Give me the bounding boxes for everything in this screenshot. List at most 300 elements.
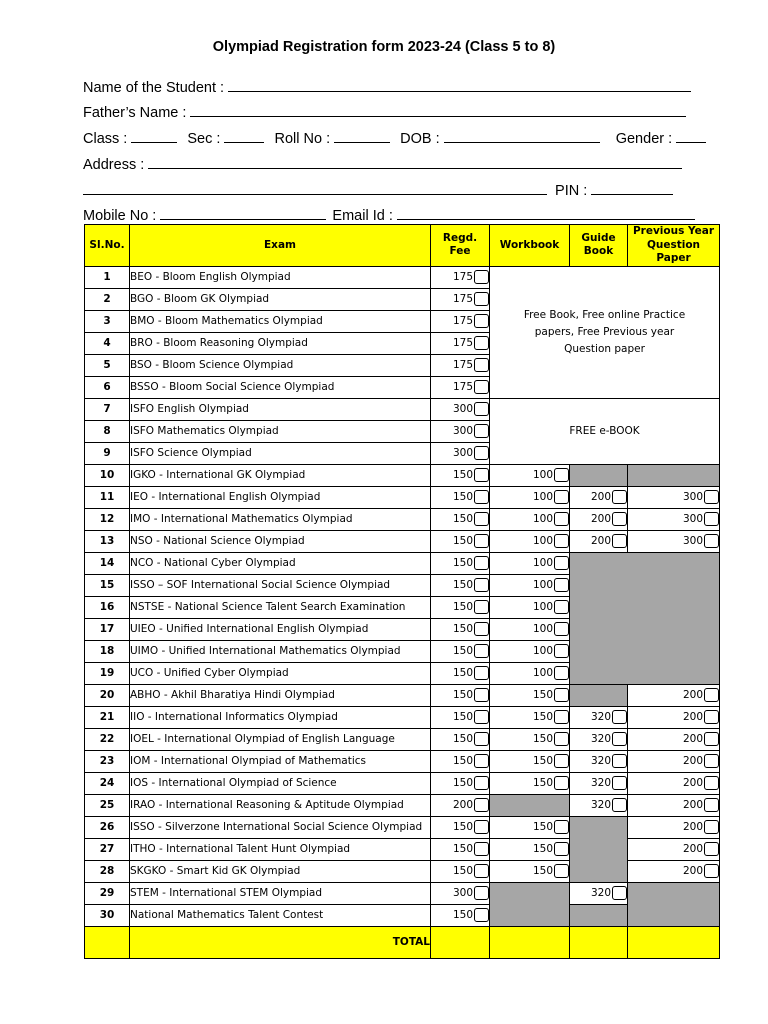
workbook-cell-value: 100: [532, 645, 553, 658]
guide-book-cell-value: 320: [590, 887, 611, 900]
gender-label: Gender :: [615, 131, 673, 147]
regd-fee-cell: [431, 552, 490, 574]
workbook-cell-value: 100: [532, 491, 553, 504]
guide-na-cell: [570, 684, 628, 706]
sl-no-cell: 17: [85, 618, 130, 640]
sl-no-cell: 14: [85, 552, 130, 574]
checkbox[interactable]: [612, 534, 627, 548]
workbook-cell-value: 100: [532, 667, 553, 680]
regd-fee-cell-value: 175: [452, 271, 473, 284]
checkbox[interactable]: [474, 446, 489, 460]
checkbox[interactable]: [474, 512, 489, 526]
checkbox[interactable]: [474, 908, 489, 922]
workbook-cell-value: 100: [532, 469, 553, 482]
pyq-cell-value: 200: [682, 711, 703, 724]
table-row: [85, 882, 720, 904]
regd-fee-cell-value: 150: [452, 909, 473, 922]
sl-no-cell: 27: [85, 838, 130, 860]
exam-name-cell: BGO - Bloom GK Olympiad: [130, 288, 431, 310]
table-row: [85, 750, 720, 772]
workbook-cell: [490, 552, 570, 574]
regd-fee-cell-value: 175: [452, 337, 473, 350]
workbook-cell: [490, 574, 570, 596]
checkbox[interactable]: [474, 666, 489, 680]
exam-name-cell: NSTSE - National Science Talent Search Examination: [130, 596, 431, 618]
checkbox[interactable]: [474, 424, 489, 438]
address-line-2[interactable]: [83, 182, 547, 195]
exam-name-cell: ISFO Science Olympiad: [130, 442, 431, 464]
exam-name-cell: IRAO - International Reasoning & Aptitude Olympiad: [130, 794, 431, 816]
checkbox[interactable]: [704, 776, 719, 790]
regd-fee-cell: [431, 772, 490, 794]
checkbox[interactable]: [474, 754, 489, 768]
regd-fee-cell-value: 150: [452, 469, 473, 482]
pyq-cell: [628, 728, 720, 750]
pyq-cell-value: 300: [682, 491, 703, 504]
table-row: [85, 772, 720, 794]
regd-fee-cell-value: 150: [452, 689, 473, 702]
address-pin-row: [83, 182, 673, 199]
workbook-cell: [490, 662, 570, 684]
regd-fee-cell: [431, 486, 490, 508]
sl-no-cell: 7: [85, 398, 130, 420]
gender-line[interactable]: [676, 130, 706, 143]
address-line-1[interactable]: [148, 156, 682, 169]
checkbox[interactable]: [474, 842, 489, 856]
checkbox[interactable]: [612, 754, 627, 768]
regd-fee-cell: [431, 706, 490, 728]
checkbox[interactable]: [474, 820, 489, 834]
pyq-cell-value: 200: [682, 689, 703, 702]
workbook-cell: [490, 618, 570, 640]
regd-fee-cell-value: 150: [452, 755, 473, 768]
guide-book-cell: [570, 772, 628, 794]
checkbox[interactable]: [474, 556, 489, 570]
father-name-field[interactable]: [83, 104, 686, 121]
checkbox[interactable]: [474, 314, 489, 328]
workbook-cell: [490, 706, 570, 728]
regd-fee-cell: [431, 530, 490, 552]
workbook-cell: [490, 464, 570, 486]
checkbox[interactable]: [704, 490, 719, 504]
checkbox[interactable]: [612, 776, 627, 790]
workbook-cell: [490, 486, 570, 508]
checkbox[interactable]: [704, 534, 719, 548]
guide-book-cell: [570, 728, 628, 750]
checkbox[interactable]: [474, 710, 489, 724]
checkbox[interactable]: [554, 688, 569, 702]
form-title: Olympiad Registration form 2023-24 (Class 5 to 8): [212, 39, 556, 55]
exam-name-cell: IIO - International Informatics Olympiad: [130, 706, 431, 728]
table-row: [85, 904, 720, 926]
regd-fee-cell-value: 300: [452, 447, 473, 460]
checkbox[interactable]: [704, 864, 719, 878]
checkbox[interactable]: [554, 776, 569, 790]
regd-fee-cell-value: 150: [452, 513, 473, 526]
regd-fee-cell: [431, 266, 490, 288]
sl-no-cell: 2: [85, 288, 130, 310]
regd-fee-cell: [431, 508, 490, 530]
sl-no-cell: 21: [85, 706, 130, 728]
regd-fee-cell: [431, 574, 490, 596]
workbook-cell-value: 150: [532, 711, 553, 724]
regd-fee-cell-value: 300: [452, 425, 473, 438]
regd-fee-cell-value: 150: [452, 865, 473, 878]
checkbox[interactable]: [474, 886, 489, 900]
checkbox[interactable]: [704, 732, 719, 746]
sl-no-cell: 24: [85, 772, 130, 794]
guide-book-cell-value: 200: [590, 535, 611, 548]
regd-fee-cell-value: 300: [452, 403, 473, 416]
guide-book-cell-value: 320: [590, 799, 611, 812]
total-workbook-cell[interactable]: [490, 926, 570, 958]
workbook-cell-value: 100: [532, 623, 553, 636]
checkbox[interactable]: [554, 710, 569, 724]
table-row: [85, 728, 720, 750]
workbook-cell: [490, 860, 570, 882]
checkbox[interactable]: [474, 358, 489, 372]
table-row: [85, 398, 720, 420]
checkbox[interactable]: [474, 534, 489, 548]
workbook-na-cell: [490, 882, 570, 926]
exam-name-cell: BRO - Bloom Reasoning Olympiad: [130, 332, 431, 354]
checkbox[interactable]: [474, 622, 489, 636]
checkbox[interactable]: [474, 292, 489, 306]
workbook-cell-value: 100: [532, 601, 553, 614]
checkbox[interactable]: [474, 798, 489, 812]
checkbox[interactable]: [554, 512, 569, 526]
checkbox[interactable]: [474, 688, 489, 702]
father-name-line[interactable]: [190, 104, 686, 117]
regd-fee-cell-value: 150: [452, 491, 473, 504]
checkbox[interactable]: [474, 270, 489, 284]
total-fee-cell[interactable]: [431, 926, 490, 958]
checkbox[interactable]: [554, 842, 569, 856]
checkbox[interactable]: [554, 468, 569, 482]
workbook-cell-value: 150: [532, 777, 553, 790]
pyq-cell-value: 200: [682, 755, 703, 768]
regd-fee-cell: [431, 794, 490, 816]
workbook-cell-value: 150: [532, 733, 553, 746]
guide-book-cell-value: 320: [590, 777, 611, 790]
student-name-line[interactable]: [228, 79, 691, 92]
sl-no-cell: 28: [85, 860, 130, 882]
table-row: [85, 508, 720, 530]
workbook-cell: [490, 816, 570, 838]
checkbox[interactable]: [554, 820, 569, 834]
student-name-field[interactable]: [83, 79, 691, 96]
address-label: Address :: [83, 157, 145, 173]
checkbox[interactable]: [474, 776, 489, 790]
header-regd-fee: Regd. Fee: [431, 225, 490, 267]
header-sl-no: Sl.No.: [85, 225, 130, 267]
address-field[interactable]: [83, 156, 682, 173]
sl-no-cell: 13: [85, 530, 130, 552]
regd-fee-cell: [431, 288, 490, 310]
checkbox[interactable]: [474, 864, 489, 878]
exam-name-cell: NCO - National Cyber Olympiad: [130, 552, 431, 574]
registration-table: [84, 224, 720, 959]
checkbox[interactable]: [554, 578, 569, 592]
sl-no-cell: 19: [85, 662, 130, 684]
checkbox[interactable]: [554, 732, 569, 746]
pyq-cell-value: 200: [682, 843, 703, 856]
table-row: [85, 706, 720, 728]
exam-name-cell: SKGKO - Smart Kid GK Olympiad: [130, 860, 431, 882]
table-row: [85, 464, 720, 486]
pyq-cell: [628, 816, 720, 838]
pyq-na-cell: [628, 464, 720, 486]
sl-no-cell: 12: [85, 508, 130, 530]
checkbox[interactable]: [704, 688, 719, 702]
guide-book-cell-value: 320: [590, 733, 611, 746]
checkbox[interactable]: [474, 732, 489, 746]
table-row: [85, 552, 720, 574]
exam-name-cell: ISSO - Silverzone International Social Science Olympiad: [130, 816, 431, 838]
roll-line[interactable]: [334, 130, 390, 143]
checkbox[interactable]: [554, 754, 569, 768]
student-name-label: Name of the Student :: [83, 80, 225, 96]
guide-book-cell: [570, 508, 628, 530]
regd-fee-cell-value: 175: [452, 359, 473, 372]
workbook-cell: [490, 684, 570, 706]
exam-name-cell: IEO - International English Olympiad: [130, 486, 431, 508]
workbook-cell: [490, 728, 570, 750]
sl-no-cell: 8: [85, 420, 130, 442]
guide-book-cell: [570, 794, 628, 816]
checkbox[interactable]: [612, 886, 627, 900]
regd-fee-cell-value: 175: [452, 381, 473, 394]
checkbox[interactable]: [554, 490, 569, 504]
regd-fee-cell: [431, 420, 490, 442]
checkbox[interactable]: [474, 468, 489, 482]
exam-name-cell: UIEO - Unified International English Olympiad: [130, 618, 431, 640]
checkbox[interactable]: [474, 578, 489, 592]
regd-fee-cell-value: 175: [452, 315, 473, 328]
exam-name-cell: UIMO - Unified International Mathematics Olympiad: [130, 640, 431, 662]
checkbox[interactable]: [704, 820, 719, 834]
workbook-cell: [490, 640, 570, 662]
regd-fee-cell-value: 150: [452, 557, 473, 570]
class-label: Class :: [83, 131, 128, 147]
total-sl-cell: [85, 926, 130, 958]
checkbox[interactable]: [612, 512, 627, 526]
regd-fee-cell-value: 150: [452, 601, 473, 614]
contact-row: [83, 207, 695, 224]
workbook-cell: [490, 596, 570, 618]
table-row: [85, 816, 720, 838]
regd-fee-cell: [431, 310, 490, 332]
regd-fee-cell-value: 150: [452, 535, 473, 548]
sl-no-cell: 11: [85, 486, 130, 508]
workbook-cell-value: 150: [532, 865, 553, 878]
checkbox[interactable]: [704, 710, 719, 724]
sl-no-cell: 29: [85, 882, 130, 904]
exam-name-cell: ISFO Mathematics Olympiad: [130, 420, 431, 442]
guide-pyq-na-block: [570, 552, 720, 684]
checkbox[interactable]: [554, 534, 569, 548]
checkbox[interactable]: [704, 842, 719, 856]
workbook-cell-value: 150: [532, 755, 553, 768]
mobile-line[interactable]: [160, 207, 326, 220]
exam-name-cell: BMO - Bloom Mathematics Olympiad: [130, 310, 431, 332]
pyq-cell-value: 200: [682, 865, 703, 878]
pyq-cell-value: 300: [682, 513, 703, 526]
exam-name-cell: ISSO – SOF International Social Science Olympiad: [130, 574, 431, 596]
regd-fee-cell-value: 150: [452, 711, 473, 724]
pyq-cell: [628, 838, 720, 860]
guide-book-cell: [570, 530, 628, 552]
regd-fee-cell-value: 300: [452, 887, 473, 900]
workbook-cell-value: 150: [532, 689, 553, 702]
table-row: [85, 486, 720, 508]
workbook-cell: [490, 772, 570, 794]
table-row: [85, 530, 720, 552]
pyq-cell-value: 300: [682, 535, 703, 548]
checkbox[interactable]: [704, 512, 719, 526]
sl-no-cell: 25: [85, 794, 130, 816]
pin-label: PIN :: [555, 183, 588, 199]
regd-fee-cell-value: 150: [452, 777, 473, 790]
checkbox[interactable]: [554, 556, 569, 570]
checkbox[interactable]: [612, 798, 627, 812]
exam-name-cell: IGKO - International GK Olympiad: [130, 464, 431, 486]
total-label: TOTAL: [130, 926, 431, 958]
regd-fee-cell: [431, 684, 490, 706]
checkbox[interactable]: [554, 622, 569, 636]
regd-fee-cell: [431, 838, 490, 860]
guide-book-cell: [570, 706, 628, 728]
exam-name-cell: ITHO - International Talent Hunt Olympiad: [130, 838, 431, 860]
table-row: [85, 684, 720, 706]
checkbox[interactable]: [474, 380, 489, 394]
checkbox[interactable]: [612, 732, 627, 746]
checkbox[interactable]: [704, 798, 719, 812]
workbook-cell: [490, 508, 570, 530]
regd-fee-cell: [431, 640, 490, 662]
pyq-cell: [628, 706, 720, 728]
exam-name-cell: NSO - National Science Olympiad: [130, 530, 431, 552]
guide-book-cell-value: 200: [590, 491, 611, 504]
total-pyq-cell[interactable]: [628, 926, 720, 958]
sl-no-cell: 15: [85, 574, 130, 596]
checkbox[interactable]: [554, 644, 569, 658]
guide-na-cell: [570, 816, 628, 882]
pyq-cell-value: 200: [682, 821, 703, 834]
pyq-cell: [628, 772, 720, 794]
guide-book-cell-value: 320: [590, 711, 611, 724]
regd-fee-cell: [431, 464, 490, 486]
checkbox[interactable]: [554, 864, 569, 878]
checkbox[interactable]: [554, 666, 569, 680]
regd-fee-cell-value: 150: [452, 843, 473, 856]
workbook-cell: [490, 530, 570, 552]
regd-fee-cell: [431, 354, 490, 376]
regd-fee-cell: [431, 904, 490, 926]
workbook-cell-value: 150: [532, 821, 553, 834]
regd-fee-cell-value: 150: [452, 821, 473, 834]
checkbox[interactable]: [474, 600, 489, 614]
bloom-free-note: Free Book, Free online Practice papers, Free Previous year Question paper: [490, 266, 720, 398]
exam-name-cell: IOM - International Olympiad of Mathematics: [130, 750, 431, 772]
checkbox[interactable]: [474, 644, 489, 658]
roll-label: Roll No :: [274, 131, 331, 147]
total-guide-cell[interactable]: [570, 926, 628, 958]
sl-no-cell: 26: [85, 816, 130, 838]
exam-name-cell: National Mathematics Talent Contest: [130, 904, 431, 926]
pyq-cell: [628, 860, 720, 882]
pyq-cell-value: 200: [682, 777, 703, 790]
checkbox[interactable]: [612, 710, 627, 724]
father-name-label: Father’s Name :: [83, 105, 187, 121]
checkbox[interactable]: [554, 600, 569, 614]
checkbox[interactable]: [474, 336, 489, 350]
regd-fee-cell: [431, 728, 490, 750]
table-row: [85, 266, 720, 288]
sl-no-cell: 20: [85, 684, 130, 706]
class-line[interactable]: [131, 130, 177, 143]
regd-fee-cell-value: 150: [452, 623, 473, 636]
regd-fee-cell-value: 150: [452, 667, 473, 680]
guide-na-cell: [570, 464, 628, 486]
regd-fee-cell: [431, 332, 490, 354]
checkbox[interactable]: [704, 754, 719, 768]
guide-book-cell: [570, 486, 628, 508]
regd-fee-cell-value: 150: [452, 645, 473, 658]
header-workbook: Workbook: [490, 225, 570, 267]
guide-na-cell: [570, 904, 628, 926]
pyq-cell: [628, 530, 720, 552]
email-label: Email Id :: [332, 208, 393, 224]
checkbox[interactable]: [474, 490, 489, 504]
sl-no-cell: 4: [85, 332, 130, 354]
guide-book-cell-value: 320: [590, 755, 611, 768]
exam-name-cell: IMO - International Mathematics Olympiad: [130, 508, 431, 530]
pyq-cell-value: 200: [682, 733, 703, 746]
sec-label: Sec :: [187, 131, 221, 147]
table-row: [85, 794, 720, 816]
sec-line[interactable]: [224, 130, 264, 143]
workbook-cell-value: 100: [532, 535, 553, 548]
exam-name-cell: BEO - Bloom English Olympiad: [130, 266, 431, 288]
email-line[interactable]: [397, 207, 695, 220]
pyq-cell: [628, 508, 720, 530]
regd-fee-cell: [431, 860, 490, 882]
pyq-cell: [628, 750, 720, 772]
exam-name-cell: IOS - International Olympiad of Science: [130, 772, 431, 794]
dob-line[interactable]: [444, 130, 600, 143]
checkbox[interactable]: [474, 402, 489, 416]
dob-label: DOB :: [400, 131, 440, 147]
header-exam: Exam: [130, 225, 431, 267]
exam-name-cell: BSO - Bloom Science Olympiad: [130, 354, 431, 376]
guide-book-cell: [570, 750, 628, 772]
checkbox[interactable]: [612, 490, 627, 504]
sl-no-cell: 23: [85, 750, 130, 772]
exam-name-cell: IOEL - International Olympiad of English Language: [130, 728, 431, 750]
total-row: [85, 926, 720, 958]
regd-fee-cell: [431, 750, 490, 772]
workbook-cell-value: 150: [532, 843, 553, 856]
pin-line[interactable]: [591, 182, 673, 195]
exam-name-cell: ABHO - Akhil Bharatiya Hindi Olympiad: [130, 684, 431, 706]
sl-no-cell: 22: [85, 728, 130, 750]
sl-no-cell: 30: [85, 904, 130, 926]
regd-fee-cell-value: 150: [452, 733, 473, 746]
sl-no-cell: 3: [85, 310, 130, 332]
sl-no-cell: 18: [85, 640, 130, 662]
class-row: [83, 130, 706, 147]
